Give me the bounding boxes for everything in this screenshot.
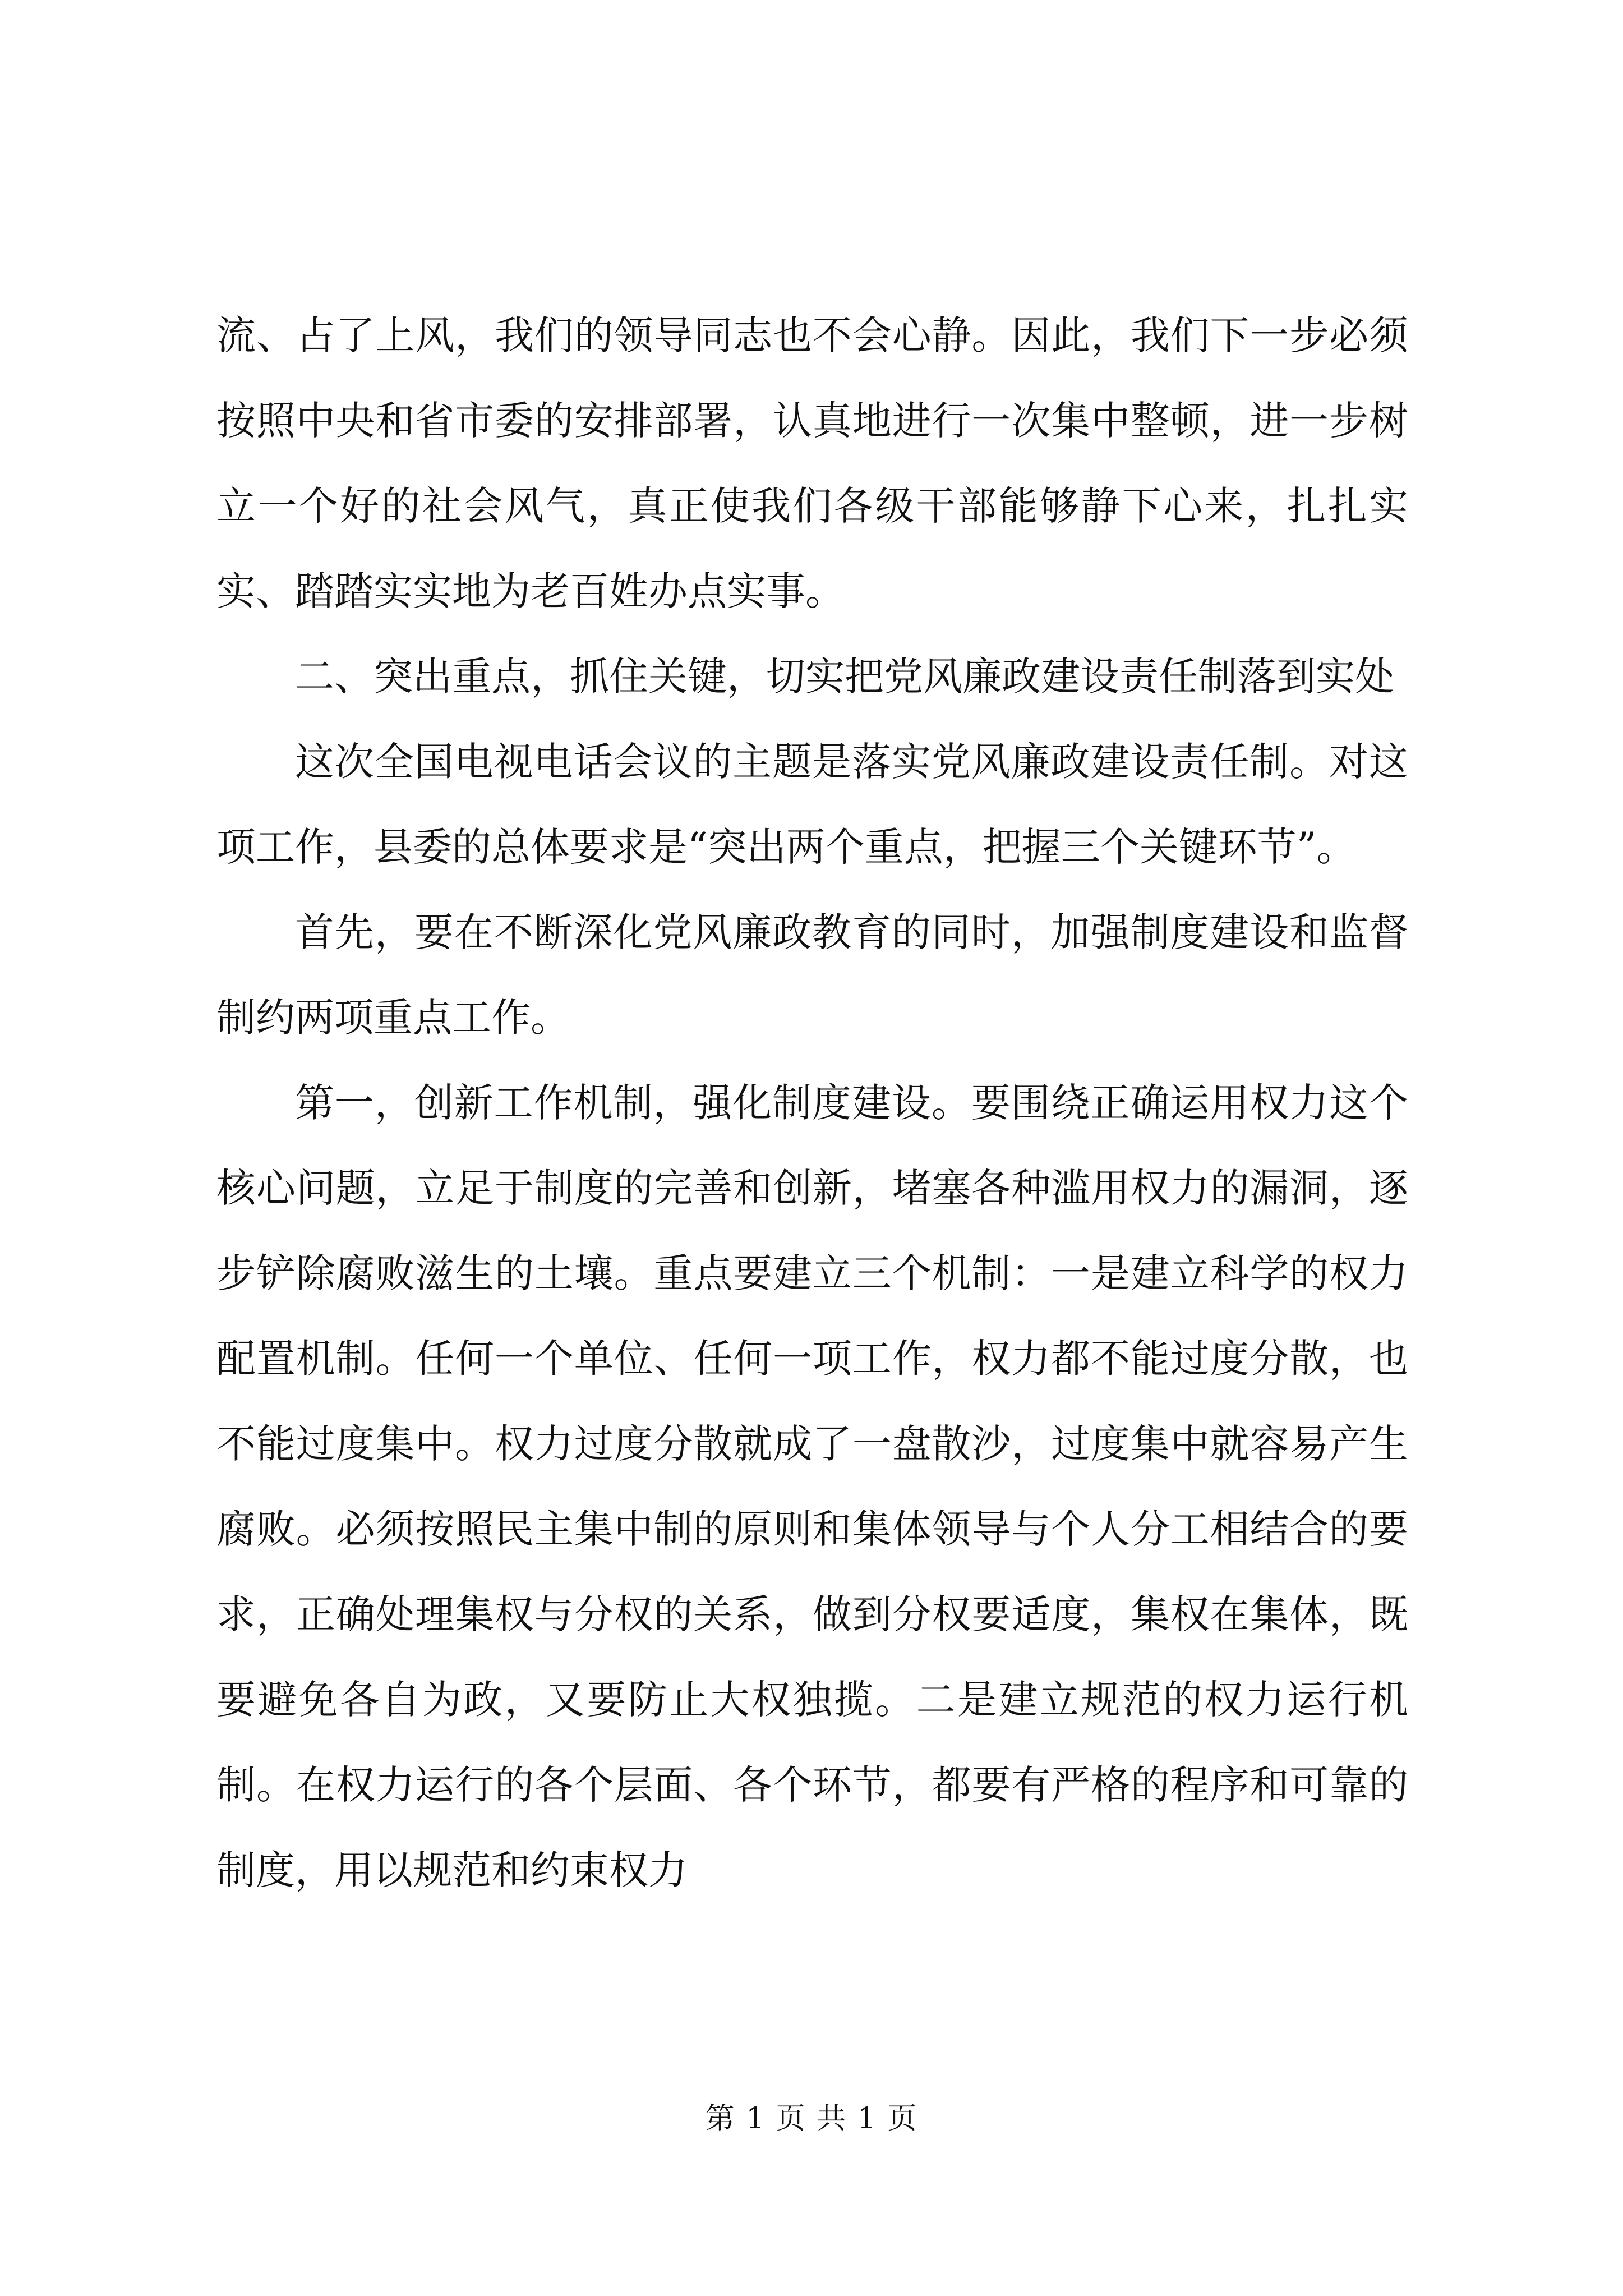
paragraph-4: 首先，要在不断深化党风廉政教育的同时，加强制度建设和监督制约两项重点工作。 [216, 909, 1408, 1041]
section-heading-2: 二、突出重点，抓住关键，切实把党风廉政建设责任制落到实处 [295, 654, 1394, 700]
paragraph-5: 第一，创新工作机制，强化制度建设。要围绕正确运用权力这个核心问题，立足于制度的完善和创新，堵塞各种滥用权力的漏洞，逐步铲除腐败滋生的土壤。重点要建立三个机制：一是建立科学的权力配置机制。任何一个单位、任何一项工作，权力都不能过度分散，也不能过度集中。权力过度分散就成了一盘散沙，过度集中就容易产生腐败。必须按照民主集中制的原则和集体领导与个人分工相结合的要求，正确处理集权与分权的关系，做到分权要适度，集权在集体，既要避免各自为政，又要防止大权独揽。二是建立规范的权力运行机制。在权力运行的各个层面、各个环节，都要有严格的程序和可靠的制度，用以规范和约束权力 [216, 1080, 1408, 1893]
paragraph-1: 流、占了上风，我们的领导同志也不会心静。因此，我们下一步必须按照中央和省市委的安排部署，认真地进行一次集中整顿，进一步树立一个好的社会风气，真正使我们各级干部能够静下心来，扎扎实实、踏踏实实地为老百姓办点实事。 [216, 312, 1408, 614]
page-number-footer: 第 1 页 共 1 页 [705, 2102, 918, 2136]
document-body [216, 293, 1408, 1913]
paragraph-3: 这次全国电视电话会议的主题是落实党风廉政建设责任制。对这项工作，县委的总体要求是“突出两个重点，把握三个关键环节”。 [216, 739, 1408, 870]
